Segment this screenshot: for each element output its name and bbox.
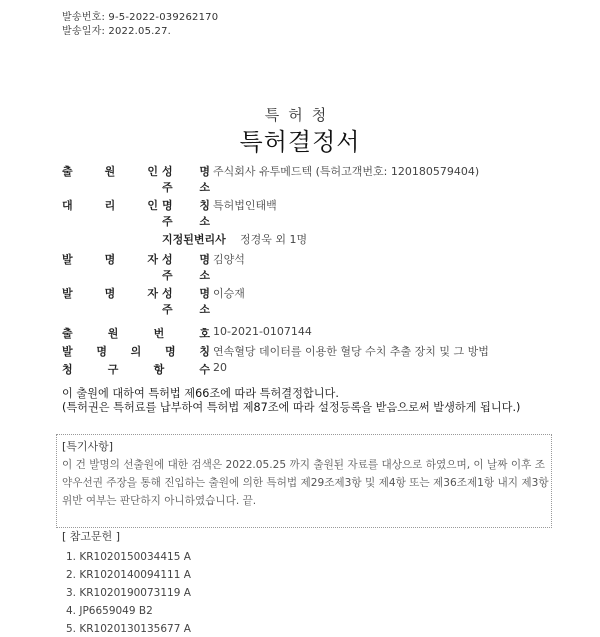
send-date: 발송일자: 2022.05.27. <box>62 26 172 37</box>
application-number-label <box>62 325 210 341</box>
send-number-label: 발송번호 <box>62 12 102 23</box>
notes-heading: [특기사항] <box>62 440 114 453</box>
reference-item: 1. KR1020150034415 A <box>66 551 191 563</box>
reference-item: 5. KR1020130135677 A <box>66 623 191 635</box>
send-number: 발송번호: 9-5-2022-039262170 <box>62 12 219 23</box>
designated-attorney-label: 지정된변리사 <box>162 233 226 246</box>
designated-attorney-value: 정경욱 외 1명 <box>240 233 308 246</box>
decision-line: 이 출원에 대하여 특허법 제66조에 따라 특허결정합니다. <box>62 387 339 400</box>
reference-item: 3. KR1020190073119 A <box>66 587 191 599</box>
label-char: 소 <box>199 215 210 228</box>
role-label: 대 리 인 <box>62 199 158 212</box>
inventor1-address-label <box>162 267 210 283</box>
application-number-value: 10-2021-0107144 <box>213 325 312 338</box>
label-char: 의 <box>130 345 142 358</box>
claims-count-label <box>62 361 210 377</box>
label-char: 발 <box>62 345 73 358</box>
claims-count-value: 20 <box>213 361 227 374</box>
issuing-office: 특허청 <box>264 106 336 124</box>
name-label: 명 칭 <box>162 199 210 212</box>
reference-item: 4. JP6659049 B2 <box>66 605 153 617</box>
invention-title-value: 연속혈당 데이터를 이용한 혈당 수치 추출 장치 및 그 방법 <box>213 345 489 358</box>
send-number-value: 9-5-2022-039262170 <box>108 12 219 23</box>
label-char: 구 <box>107 363 119 376</box>
agent-address-label <box>162 213 210 229</box>
label-char: 항 <box>153 363 165 376</box>
label-char: 주 <box>162 269 173 282</box>
name-label: 성 명 <box>162 287 210 300</box>
label-char: 번 <box>153 327 165 340</box>
invention-title-label <box>62 343 210 359</box>
label-char: 주 <box>162 303 173 316</box>
label-char: 주 <box>162 181 173 194</box>
document-title: 특허결정서 <box>239 128 361 156</box>
name-value: 이승재 <box>213 287 245 300</box>
notes-text: 이 건 발명의 선출원에 대한 검색은 2022.05.25 까지 출원된 자료를 대상으로 하였으며, 이 날짜 이후 조약우선권 주장을 통해 진입하는 출원에 의한 특허법 제29조제3항 및 제4항 또는 제36조제1항 내지 제3항 위반 여부는 판단하지 아니하였습니다. 끝. <box>62 459 549 507</box>
label-char: 명 <box>96 345 107 358</box>
decision-note: (특허권은 특허료를 납부하여 특허법 제87조에 따라 설정등록을 받음으로써 발생하게 됩니다.) <box>62 400 521 414</box>
send-date-label: 발송일자 <box>62 26 102 37</box>
decision-statement <box>62 387 552 414</box>
references-heading: [ 참고문헌 ] <box>62 530 121 543</box>
label-char: 원 <box>107 327 119 340</box>
label-char: 청 <box>62 363 73 376</box>
name-label: 성 명 <box>162 165 210 178</box>
inventor2-address-label <box>162 301 210 317</box>
label-char: 주 <box>162 215 173 228</box>
role-label: 발 명 자 <box>62 253 158 266</box>
role-label: 출 원 인 <box>62 165 158 178</box>
name-label: 성 명 <box>162 253 210 266</box>
label-char: 소 <box>199 303 210 316</box>
applicant-address-label <box>162 179 210 195</box>
label-char: 호 <box>199 327 210 340</box>
label-char: 출 <box>62 327 73 340</box>
label-char: 소 <box>199 181 210 194</box>
label-char: 수 <box>199 363 210 376</box>
send-date-value: 2022.05.27. <box>108 26 172 37</box>
reference-item: 2. KR1020140094111 A <box>66 569 191 581</box>
role-label: 발 명 자 <box>62 287 158 300</box>
label-char: 칭 <box>199 345 210 358</box>
label-char: 소 <box>199 269 210 282</box>
label-char: 명 <box>164 345 176 358</box>
name-value: 주식회사 유투메드텍 (특허고객번호: 120180579404) <box>213 165 480 178</box>
name-value: 김양석 <box>213 253 245 266</box>
name-value: 특허법인태백 <box>213 199 277 212</box>
